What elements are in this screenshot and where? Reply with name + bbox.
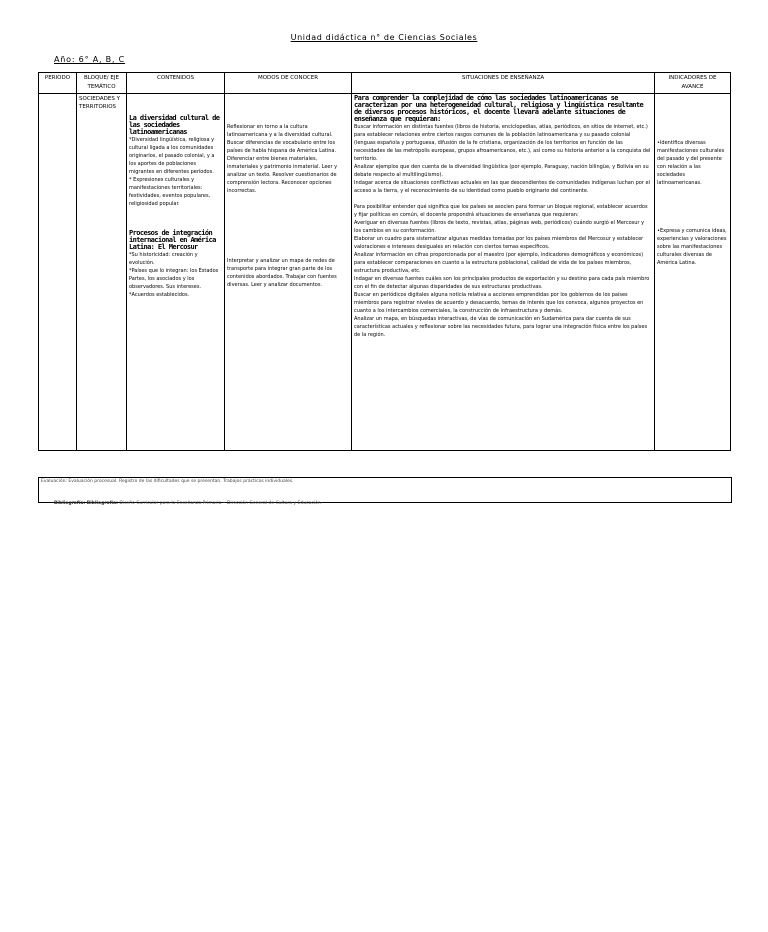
cell-situaciones xyxy=(352,94,655,451)
cell-bloque xyxy=(77,94,127,451)
cell-contenidos xyxy=(127,94,225,451)
page-title: Unidad didáctica n° de Ciencias Sociales xyxy=(290,33,478,42)
contenidos-text-3: *Su historicidad: creación y evolución. xyxy=(129,252,198,266)
contenidos-text-4: *Países que lo integran: los Estados Partes, los asociados y los observadores. Sus intereses. xyxy=(129,268,219,290)
planning-table xyxy=(38,72,731,451)
situaciones-para-2: Analizar ejemplos que den cuenta de la diversidad lingüística (por ejemplo, Paraguay, nación bilingüe, y Bolivia en su debate respecto al multilingüismo). xyxy=(354,164,649,178)
situaciones-para-1: Buscar información en distintas fuentes (libros de historia, enciclopedias, atlas, periódicos, en sitios de internet, etc.) para establecer relaciones entre ciertos rasgos comunes de la población latinoamericana y su pasado colonial (lenguas española y portuguesa, difusión de la fe cristiana, organización de los territorios en función de las necesidades de las metrópolis europeas, grupos afroamericanos, etc.), así como su historia anterior a la conquista del territorio. xyxy=(354,124,651,162)
contenidos-heading-1: La diversidad cultural de las sociedades latinoamericanas xyxy=(129,114,220,136)
header-bloque: BLOQUE/ EJE TEMÁTICO xyxy=(77,73,127,94)
indicadores-text-2: •Expresa y comunica ideas, experiencias y valoraciones sobre las manifestaciones culturales diversas de América Latina. xyxy=(657,228,727,266)
cell-periodo xyxy=(39,94,77,451)
cell-indicadores xyxy=(655,94,731,451)
bloque-text: SOCIEDADES Y TERRITORIOS xyxy=(79,96,120,110)
contenidos-text-5: *Acuerdos establecidos. xyxy=(129,292,190,298)
contenidos-text-1: *Diversidad lingüística, religiosa y cultural ligada a los comunidades originarios, el pasado colonial, y a los aportes de poblaciones migrantes en diferentes períodos. xyxy=(129,137,215,175)
evaluation-box: Evaluación: Evaluación procesual. Registro de las dificultades que se presentan. Trabajos prácticos individuales. xyxy=(38,477,732,503)
situaciones-para-5: Averiguar en diversas fuentes (libros de texto, revistas, atlas, páginas web, periódicos) cuándo surgió el Mercosur y los cambios en su conformación. xyxy=(354,220,645,234)
situaciones-para-6: Elaborar un cuadro para sistematizar algunas medidas tomadas por los países miembros del Mercosur y establecer valoraciones e intereses desiguales en relación con ciertos temas específicos. xyxy=(354,236,644,250)
situaciones-para-4: Para posibilitar entender qué significa que los países se asocien para formar un bloque regional, establecer acuerdos y fijar políticas en común, el docente propondrá situaciones de enseñanza que requieran: xyxy=(354,204,648,218)
situaciones-para-9: Buscar en periódicos digitales alguna noticia relativa a acciones emprendidas por los gobiernos de los países miembros para registrar niveles de acuerdo y desacuerdo, temas de interés que los convoca, algunos proyectos en cuanto a los intercambios comerciales, la construcción de infraestructura y demás. xyxy=(354,292,644,314)
situaciones-para-10: Analizar un mapa, en búsquedas interactivas, de vías de comunicación en Sudamérica para dar cuenta de sus características actuales y reflexionar sobre las necesidades futura, para lograr una integración física entre los países de la región. xyxy=(354,316,648,338)
situaciones-para-8: Indagar en diversas fuentes cuáles son los principales productos de exportación y su destino para cada país miembro con el fin de detectar algunas disparidades de sus estructuras productivas. xyxy=(354,276,650,290)
table-header-row xyxy=(39,73,731,94)
table-row xyxy=(39,94,731,451)
situaciones-para-3: Indagar acerca de situaciones conflictivas actuales en las que descendientes de comunidades indígenas luchan por el acceso a la tierra, y el reconocimiento de su identidad como pueblo originario del continente. xyxy=(354,180,650,194)
cell-modos xyxy=(225,94,352,451)
modos-text-1: Reflexionar en torno a la cultura latinoamericana y a la diversidad cultural. Buscar diferencias de vocabulario entre los países de habla hispana de América Latina. Diferenciar entre bienes materiales, inmateriales y patrimonio inmaterial. Leer y analizar un texto. Resolver cuestionarios de comprensión lectora. Reconocer opciones incorrectas. xyxy=(227,124,338,194)
bibliography-label: Bibliografía: Bibliografía: xyxy=(54,501,118,506)
contenidos-text-2: * Expresiones culturales y manifestaciones territoriales: festividades, eventos populares, religiosidad popular. xyxy=(129,177,211,207)
contenidos-heading-2: Procesos de integración internacional en América Latina: El Mercosur xyxy=(129,229,216,251)
bibliography-text: Diseño Curricular para la Enseñanza Primaria • Dirección General de Cultura y Educación xyxy=(119,501,321,506)
year-label: Año: 6° A, B, C xyxy=(54,55,126,64)
header-periodo: PERIODO xyxy=(39,73,77,94)
modos-text-2: Interpretar y analizar un mapa de redes de transporte para integrar gran parte de los contenidos abordados. Trabajar con fuentes diversas. Leer y analizar documentos. xyxy=(227,258,337,288)
header-contenidos: CONTENIDOS xyxy=(127,73,225,94)
situaciones-heading: Para comprender la complejidad de cómo las sociedades latinoamericanas se caracterizan por una heterogeneidad cultural, religiosa y lingüística resultante de diversos procesos históricos, el docente llevará adelante situaciones de enseñanza que requieran: xyxy=(354,94,644,123)
situaciones-para-7: Analizar información en cifras proporcionada por el maestro (por ejemplo, indicadores demográficos y económicos) para establecer comparaciones en cuanto a la estructura poblacional, calidad de vida de los países miembros, estructura productiva, etc. xyxy=(354,252,644,274)
header-modos-de-conocer: MODOS DE CONOCER xyxy=(225,73,352,94)
indicadores-text-1: •Identifica diversas manifestaciones culturales del pasado y del presente con relación a las sociedades latinoamericanas. xyxy=(657,140,725,186)
bibliography xyxy=(54,501,321,506)
header-situaciones: SITUACIONES DE ENSEÑANZA xyxy=(352,73,655,94)
header-indicadores: INDICADORES DE AVANCE xyxy=(655,73,731,94)
